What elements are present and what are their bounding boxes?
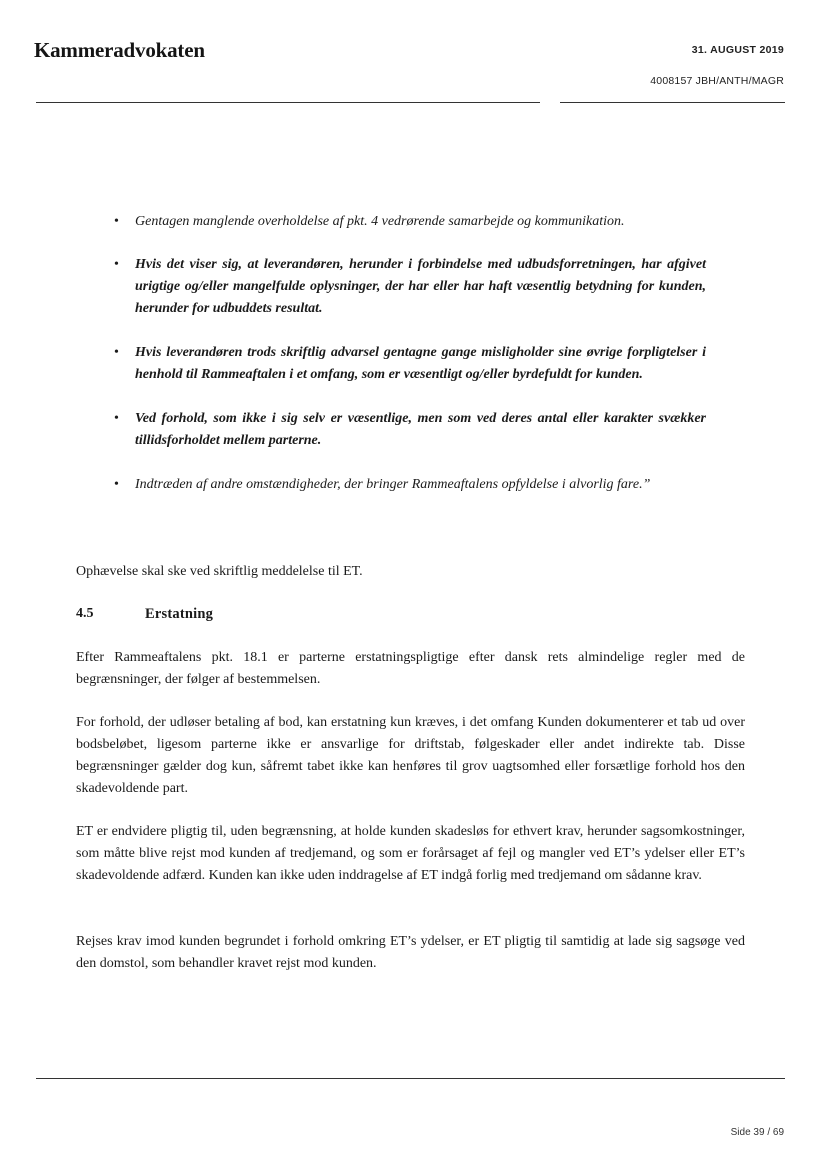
section-title: Erstatning [145,606,214,622]
termination-note: Ophævelse skal ske ved skriftlig meddelelse til ET. [76,564,363,579]
list-item [114,408,706,452]
list-item [114,211,706,233]
bullet-marker: • [114,257,119,272]
page-number: Side 39 / 69 [730,1127,784,1138]
list-item-text: Hvis det viser sig, at leverandøren, herunder i forbindelse med udbudsforretningen, har afgivet urigtige og/eller mangelfulde oplysninger, der har eller har haft væsentlig betydning for kunden, herunder for udbuddets resultat. [135,257,706,316]
list-item [114,474,706,496]
body-paragraph: Efter Rammeaftalens pkt. 18.1 er parterne erstatningspligtige efter dansk rets almindelige regler med de begrænsninger, der følger af bestemmelsen. [76,650,745,687]
footer-divider [36,1078,785,1079]
bullet-marker: • [114,214,119,229]
header-divider-left [36,102,540,103]
body-paragraph: Rejses krav imod kunden begrundet i forhold omkring ET’s ydelser, er ET pligtig til samtidig at lade sig sagsøge ved den domstol, som behandler kravet rejst mod kunden. [76,934,745,971]
list-item-text: Gentagen manglende overholdelse af pkt. 4 vedrørende samarbejde og kommunikation. [135,214,625,229]
bullet-marker: • [114,411,119,426]
bullet-marker: • [114,477,119,492]
body-paragraph: ET er endvidere pligtig til, uden begrænsning, at holde kunden skadesløs for ethvert krav, herunder sagsomkostninger, som måtte blive rejst mod kunden af tredjemand, og som er forårsaget af fejl og mangler ved ET’s ydelser eller ET’s skadevoldende adfærd. Kunden kan ikke uden inddragelse af ET indgå forlig med tredjemand om sådanne krav. [76,824,745,883]
list-item-text: Hvis leverandøren trods skriftlig advarsel gentagne gange misligholder sine øvrige forpligtelser i henhold til Rammeaftalen i et omfang, som er væsentligt og/eller byrdefuldt for kunden. [135,345,706,382]
termination-grounds-list [114,211,706,518]
document-reference: 4008157 JBH/ANTH/MAGR [650,75,784,87]
list-item [114,342,706,386]
list-item-text: Ved forhold, som ikke i sig selv er væsentlige, men som ved deres antal eller karakter svækker tillidsforholdet mellem parterne. [135,411,706,448]
list-item-text: Indtræden af andre omstændigheder, der bringer Rammeaftalens opfyldelse i alvorlig fare.” [135,477,651,492]
section-number: 4.5 [76,606,94,621]
letterhead-brand: Kammeradvokaten [34,38,205,62]
header-divider-right [560,102,785,103]
list-item [114,254,706,320]
bullet-marker: • [114,345,119,360]
document-date: 31. AUGUST 2019 [691,44,784,56]
body-paragraph: For forhold, der udløser betaling af bod, kan erstatning kun kræves, i det omfang Kunden dokumenterer et tab ud over bodsbeløbet, ligesom parterne ikke er ansvarlige for driftstab, følgeskader eller andet indirekte tab. Disse begrænsninger gælder dog kun, såfremt tabet ikke kan henføres til grov uagtsomhed eller forsætlige forhold hos den skadevoldende part. [76,715,745,796]
